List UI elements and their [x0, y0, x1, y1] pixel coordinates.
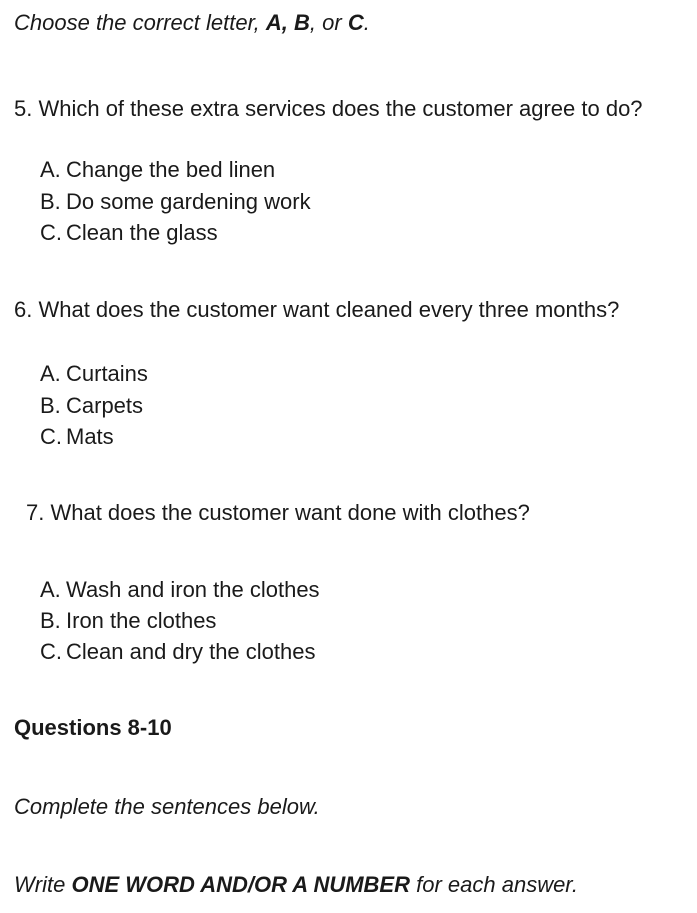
option-text: Iron the clothes [66, 608, 217, 633]
question-7-option-c [40, 639, 316, 665]
option-letter: A. [40, 577, 61, 602]
question-6-option-c [40, 424, 114, 450]
instruction-choose [14, 10, 370, 36]
question-5: 5. Which of these extra services does the customer agree to do? [14, 96, 643, 121]
write-text-end: for each answer. [410, 872, 578, 897]
option-text: Mats [66, 424, 114, 449]
option-letter: B. [40, 393, 61, 418]
option-letter: C. [40, 220, 62, 245]
question-6-option-b [40, 393, 143, 419]
question-5-option-b [40, 189, 311, 215]
write-bold-text: ONE WORD AND/OR A NUMBER [71, 872, 410, 897]
option-letter: B. [40, 608, 61, 633]
instruction-letter-c: C [347, 10, 364, 35]
instruction-text-mid: , or [309, 10, 348, 35]
question-7-option-b [40, 608, 216, 634]
complete-instruction: Complete the sentences below. [14, 794, 320, 819]
option-text: Clean and dry the clothes [66, 639, 316, 664]
option-text: Curtains [66, 361, 148, 386]
option-text: Clean the glass [66, 220, 218, 245]
instruction-letters: A, B [265, 10, 310, 35]
question-7-option-a [40, 577, 320, 603]
instruction-text: Choose the correct letter, [14, 10, 266, 35]
option-letter: B. [40, 189, 61, 214]
write-text: Write [14, 872, 72, 897]
option-text: Carpets [66, 393, 144, 418]
option-letter: A. [40, 361, 61, 386]
option-letter: C. [40, 639, 62, 664]
option-text: Do some gardening work [66, 189, 311, 214]
question-6-option-a [40, 361, 148, 387]
section-heading: Questions 8-10 [14, 715, 172, 740]
question-6: 6. What does the customer want cleaned every three months? [14, 297, 620, 322]
question-5-option-c [40, 220, 218, 246]
question-7: 7. What does the customer want done with clothes? [26, 500, 530, 525]
option-letter: A. [40, 157, 61, 182]
instruction-period: . [363, 10, 370, 35]
write-instruction [14, 872, 578, 898]
option-text: Wash and iron the clothes [66, 577, 320, 602]
question-5-option-a [40, 157, 275, 183]
option-text: Change the bed linen [66, 157, 276, 182]
option-letter: C. [40, 424, 62, 449]
